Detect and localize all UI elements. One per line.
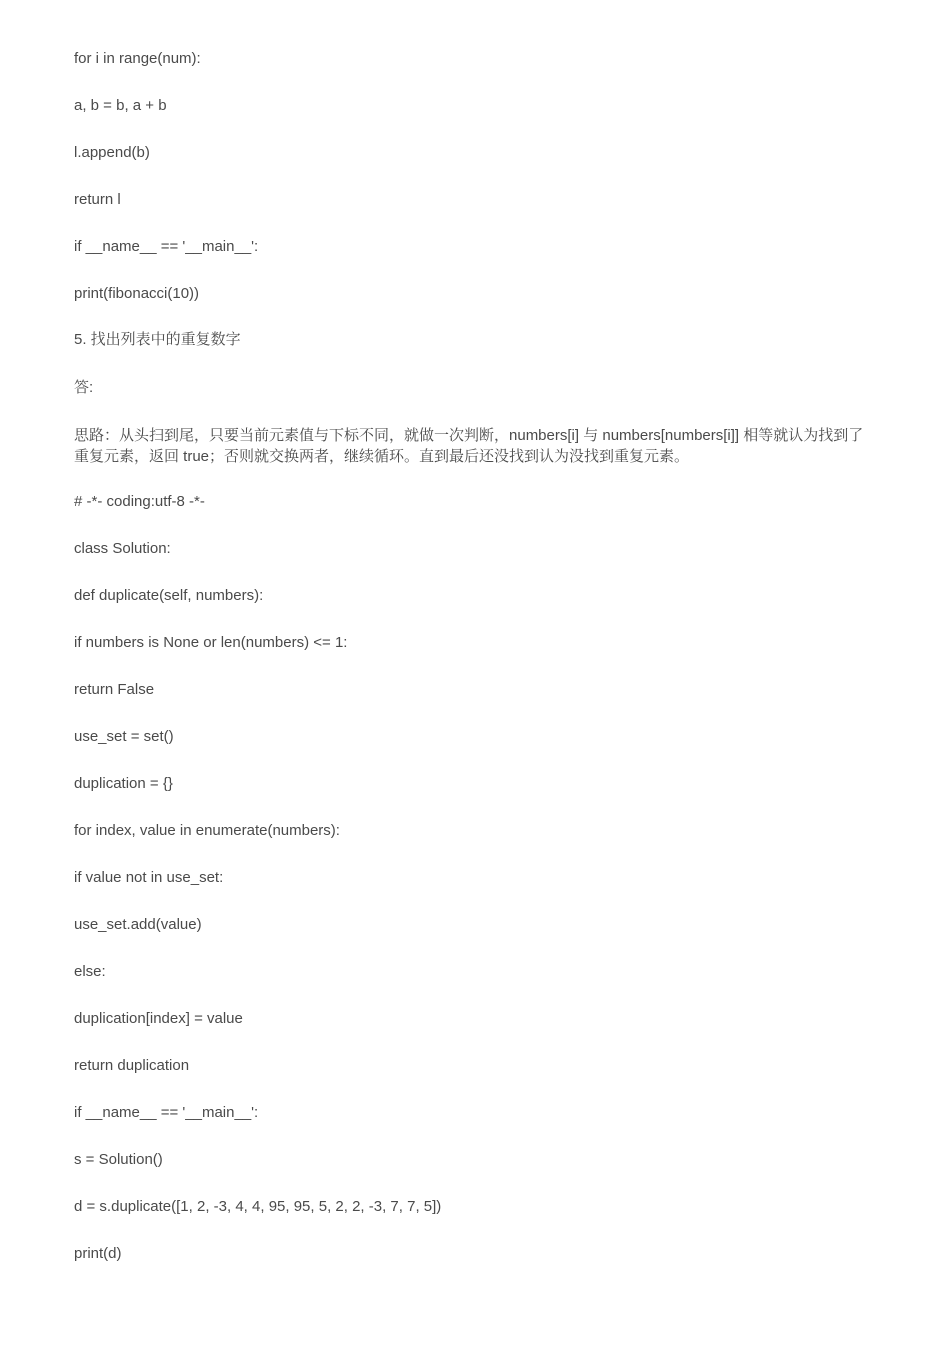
code-line-return-list: return l: [74, 191, 121, 208]
section-heading: 5. 找出列表中的重复数字: [74, 331, 241, 348]
code-line-call-duplicate: d = s.duplicate([1, 2, -3, 4, 4, 95, 95, 5, 2, 2, -3, 7, 7, 5]): [74, 1198, 442, 1215]
code-line-instance: s = Solution(): [74, 1151, 163, 1168]
code-line-assign-dup: duplication[index] = value: [74, 1010, 243, 1027]
code-line-class: class Solution:: [74, 540, 171, 557]
code-line-main-guard-2: if __name__ == '__main__':: [74, 1104, 259, 1121]
code-line-swap: a, b = b, a + b: [74, 97, 167, 114]
code-line-duplication: duplication = {}: [74, 775, 173, 792]
code-line-use-set: use_set = set(): [74, 728, 174, 745]
code-line-def: def duplicate(self, numbers):: [74, 587, 264, 604]
code-line-enumerate: for index, value in enumerate(numbers):: [74, 822, 340, 839]
code-line-append: l.append(b): [74, 144, 150, 161]
code-line-return-dup: return duplication: [74, 1057, 190, 1074]
code-line-if-none: if numbers is None or len(numbers) <= 1:: [74, 634, 348, 651]
code-line-print-d: print(d): [74, 1245, 122, 1262]
answer-label: 答:: [74, 379, 94, 396]
code-line-coding: # -*- coding:utf-8 -*-: [74, 493, 205, 510]
code-line-else: else:: [74, 963, 106, 980]
code-line-print-fibonacci: print(fibonacci(10)): [74, 285, 200, 302]
code-line-return-false: return False: [74, 681, 155, 698]
code-line-for-loop: for i in range(num):: [74, 50, 201, 67]
code-line-if-not-in: if value not in use_set:: [74, 869, 224, 886]
code-line-main-guard: if __name__ == '__main__':: [74, 238, 259, 255]
code-line-set-add: use_set.add(value): [74, 916, 202, 933]
approach-paragraph: 思路：从头扫到尾，只要当前元素值与下标不同，就做一次判断，numbers[i] 与 numbers[numbers[i]] 相等就认为找到了重复元素，返回 true；否则就交换两者，继续循环。直到最后还没找到认为没找到重复元素。: [74, 427, 864, 465]
